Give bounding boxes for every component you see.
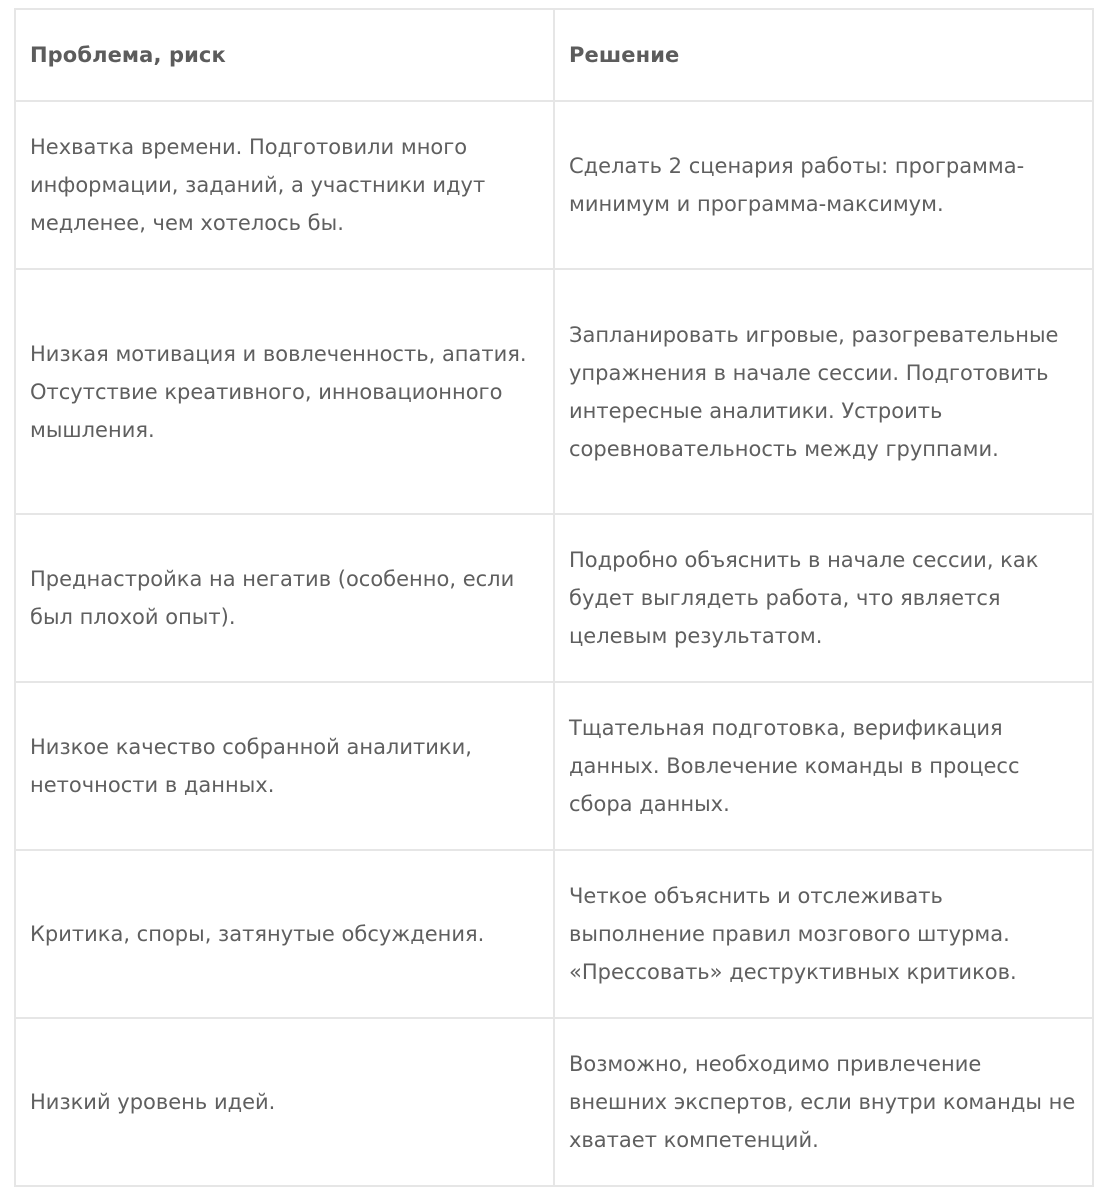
problem-cell: Нехватка времени. Подготовили много информации, заданий, а участники идут медленее, чем хотелось бы. — [15, 101, 554, 269]
solution-cell: Возможно, необходимо привлечение внешних экспертов, если внутри команды не хватает компетенций. — [554, 1018, 1093, 1186]
solution-cell: Четкое объяснить и отслеживать выполнение правил мозгового штурма. «Прессовать» деструктивных критиков. — [554, 850, 1093, 1018]
table-row — [15, 1018, 1093, 1186]
header-problem: Проблема, риск — [15, 9, 554, 101]
table-row — [15, 682, 1093, 850]
table-row — [15, 101, 1093, 269]
problem-cell: Низкое качество собранной аналитики, неточности в данных. — [15, 682, 554, 850]
solution-cell: Сделать 2 сценария работы: программа-минимум и программа-максимум. — [554, 101, 1093, 269]
table-header-row — [15, 9, 1093, 101]
risk-solution-table — [14, 8, 1094, 1187]
header-solution: Решение — [554, 9, 1093, 101]
problem-cell: Низкая мотивация и вовлеченность, апатия. Отсутствие креативного, инновационного мышления. — [15, 269, 554, 514]
problem-cell: Критика, споры, затянутые обсуждения. — [15, 850, 554, 1018]
table-row — [15, 269, 1093, 514]
problem-cell: Преднастройка на негатив (особенно, если был плохой опыт). — [15, 514, 554, 682]
solution-cell: Тщательная подготовка, верификация данных. Вовлечение команды в процесс сбора данных. — [554, 682, 1093, 850]
solution-cell: Подробно объяснить в начале сессии, как будет выглядеть работа, что является целевым результатом. — [554, 514, 1093, 682]
problem-cell: Низкий уровень идей. — [15, 1018, 554, 1186]
table-row — [15, 514, 1093, 682]
solution-cell: Запланировать игровые, разогревательные упражнения в начале сессии. Подготовить интересные аналитики. Устроить соревновательность между группами. — [554, 269, 1093, 514]
risk-solution-table-container — [14, 8, 1092, 1187]
table-row — [15, 850, 1093, 1018]
